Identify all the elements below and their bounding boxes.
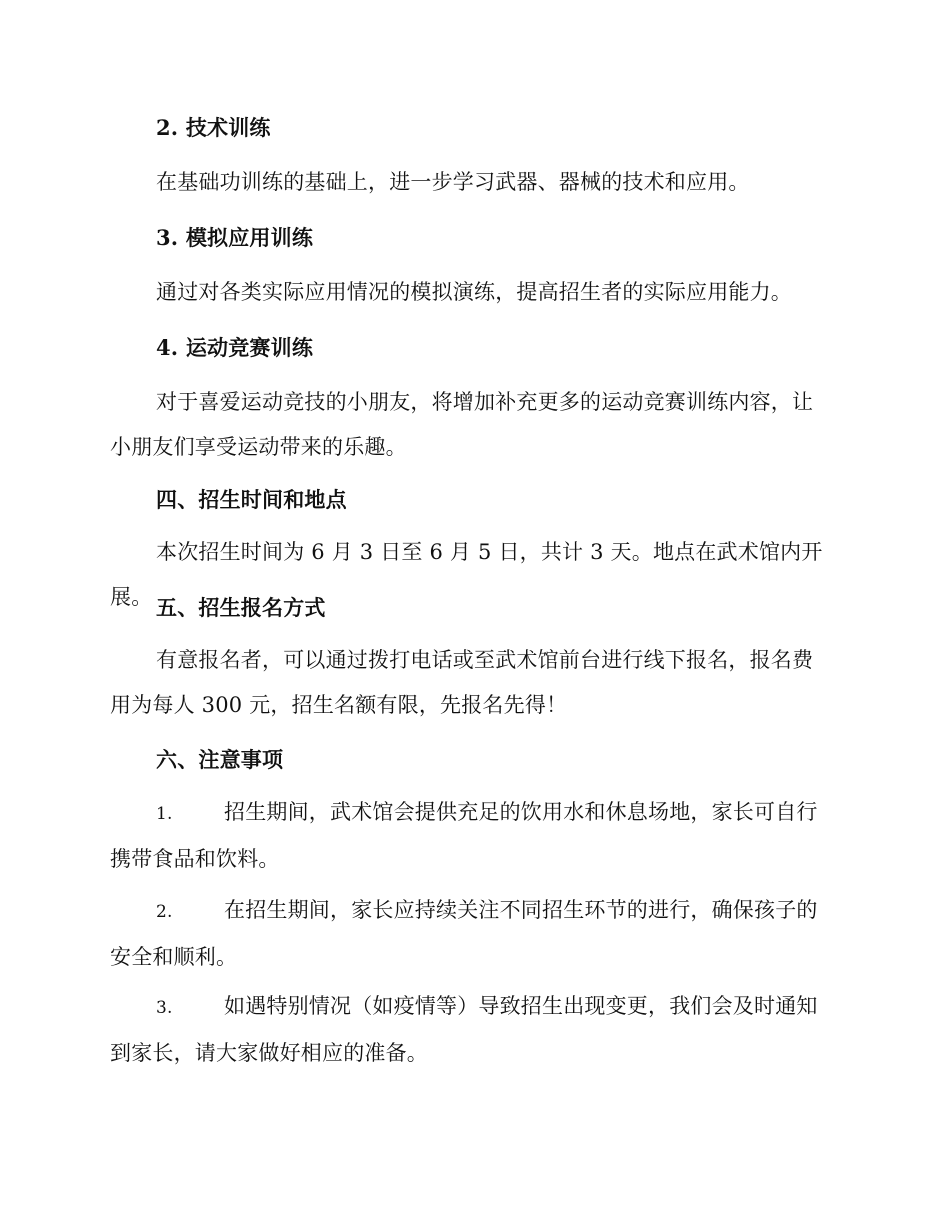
note-text: 在招生期间，家长应持续关注不同招生环节的进行，确保孩子的安全和顺利。 [110, 898, 818, 969]
heading-simulation-training: 3. 模拟应用训练 [156, 225, 314, 250]
heading-registration: 五、招生报名方式 [156, 595, 326, 620]
heading-technical-training: 2. 技术训练 [156, 115, 271, 140]
paragraph-simulation-training: 通过对各类实际应用情况的模拟演练，提高招生者的实际应用能力。 [156, 280, 792, 304]
heading-sports-competition: 4. 运动竞赛训练 [156, 335, 314, 360]
note-text: 如遇特别情况（如疫情等）导致招生出现变更，我们会及时通知到家长，请大家做好相应的准备。 [110, 994, 818, 1065]
note-item [110, 888, 832, 980]
paragraph-time-and-place: 本次招生时间为 6 月 3 日至 6 月 5 日，共计 3 天。地点在武术馆内开展。 [110, 540, 823, 609]
note-number: 1. [156, 804, 173, 824]
paragraph-registration: 有意报名者，可以通过拨打电话或至武术馆前台进行线下报名，报名费用为每人 300 元，招生名额有限，先报名先得！ [110, 648, 814, 717]
note-number: 3. [156, 998, 173, 1018]
note-item [110, 984, 832, 1076]
note-number: 2. [156, 902, 173, 922]
note-item [110, 790, 832, 882]
heading-notes: 六、注意事项 [156, 747, 284, 772]
paragraph-sports-competition: 对于喜爱运动竞技的小朋友，将增加补充更多的运动竞赛训练内容，让小朋友们享受运动带来的乐趣。 [110, 390, 814, 459]
paragraph-technical-training: 在基础功训练的基础上，进一步学习武器、器械的技术和应用。 [156, 170, 750, 194]
heading-time-and-place: 四、招生时间和地点 [156, 487, 347, 512]
note-text: 招生期间，武术馆会提供充足的饮用水和休息场地，家长可自行携带食品和饮料。 [110, 800, 818, 871]
